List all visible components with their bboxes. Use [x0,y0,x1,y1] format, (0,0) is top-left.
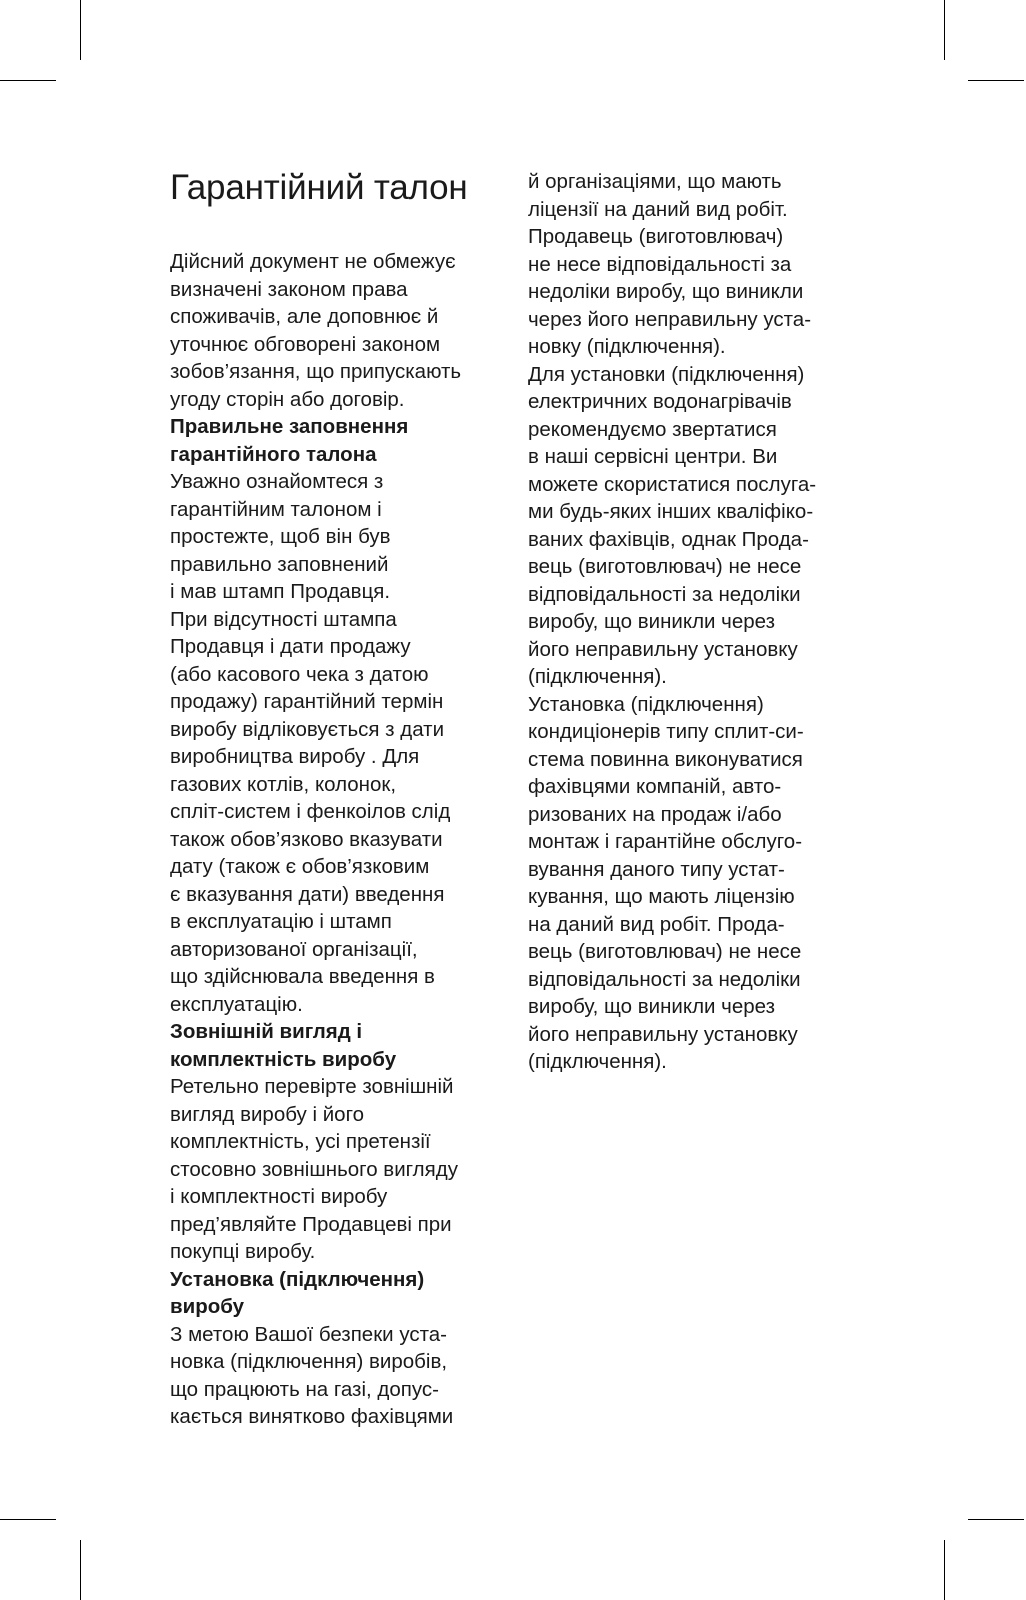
right-column-text [528,168,858,1076]
left-heading-line: Установка (підключення) [170,1267,425,1291]
right-text-line: стема повинна виконуватися [528,747,803,771]
right-text-line: монтаж і гарантійне обслуго- [528,830,803,853]
right-text-line: можете скористатися послуга- [528,472,817,496]
left-text-line: Ретельно перевірте зовнішній [170,1075,454,1098]
crop-mark-bottom-left-horizontal [0,1519,56,1520]
left-column [170,168,500,1431]
right-text-line: кондиціонерів типу сплит-си- [528,720,804,743]
left-heading-line: Зовнішній вигляд і [170,1020,363,1043]
right-text-line: через його неправильну уста- [528,307,812,331]
left-text-line: гарантійним талоном і [170,497,382,521]
crop-mark-bottom-right-horizontal [968,1519,1024,1520]
left-text-line: простежте, щоб він був [170,525,391,548]
right-text-line: ліцензії на даний вид робіт. [528,197,788,221]
right-text-line: його неправильну установку [528,1022,798,1046]
left-text-line: стосовно зовнішнього вигляду [170,1157,458,1181]
left-text-line: що працюють на газі, допус- [170,1377,439,1401]
left-text-line: продажу) гарантійний термін [170,690,444,713]
left-text-line: уточнює обговорені законом [170,332,441,356]
right-text-line: виробу, що виникли через [528,995,776,1018]
left-text-line: дату (також є обов’язковим [170,855,430,878]
right-text-line: фахівцями компаній, авто- [528,775,782,798]
right-text-line: ми будь-яких інших кваліфіко- [528,500,814,523]
left-text-line: угоду сторін або договір. [170,387,405,411]
left-text-line: що здійснювала введення в [170,965,435,988]
left-text-line: Дійсний документ не обмежує [170,250,456,273]
right-text-line: ризованих на продаж і/або [528,802,782,826]
left-text-line: зобов’язання, що припускають [170,360,462,383]
right-text-line: ваних фахівців, однак Прода- [528,527,809,551]
right-column [528,168,858,1076]
right-text-line: не несе відповідальності за [528,252,792,276]
crop-mark-top-left-horizontal [0,80,56,81]
right-text-line: кування, що мають ліцензію [528,885,795,908]
right-text-line: вування даного типу устат- [528,857,785,881]
left-text-line: При відсутності штампа [170,607,397,631]
left-text-line: в експлуатацію і штамп [170,910,392,933]
left-heading-line: комплектність виробу [170,1047,397,1071]
right-text-line: його неправильну установку [528,637,798,661]
right-text-line: (підключення). [528,1050,667,1073]
right-text-line: вець (виготовлювач) не несе [528,555,802,578]
left-text-line: спліт-систем і фенкоілов слід [170,800,451,823]
left-heading-line: гарантійного талона [170,442,377,466]
left-text-line: виробу відліковується з дати [170,717,445,741]
right-text-line: новку (підключення). [528,335,726,358]
left-heading-line: Правильне заповнення [170,415,409,438]
left-text-line: газових котлів, колонок, [170,772,397,796]
crop-mark-bottom-left-vertical [80,1540,81,1600]
right-text-line: (підключення). [528,665,667,688]
left-text-line: вигляд виробу і його [170,1102,364,1126]
left-text-line: (або касового чека з датою [170,662,429,686]
left-text-line: правильно заповнений [170,552,389,576]
right-text-line: відповідальності за недоліки [528,967,801,991]
right-text-line: й організаціями, що мають [528,170,782,193]
right-text-line: Установка (підключення) [528,692,764,716]
right-text-line: в наші сервісні центри. Ви [528,445,778,468]
left-text-line: Уважно ознайомтеся з [170,470,384,493]
right-text-line: рекомендуємо звертатися [528,417,777,441]
left-text-line: споживачів, але доповнює й [170,305,439,328]
left-text-line: З метою Вашої безпеки уста- [170,1322,447,1346]
right-text-line: електричних водонагрівачів [528,390,792,413]
right-text-line: виробу, що виникли через [528,610,776,633]
left-text-line: експлуатацію. [170,992,303,1016]
left-text-line: авторизованої організації, [170,937,418,961]
right-text-line: Продавець (виготовлювач) [528,225,784,248]
left-text-line: виробництва виробу . Для [170,745,420,768]
right-text-line: на даний вид робіт. Прода- [528,912,785,936]
left-text-line: є вказування дати) введення [170,882,445,906]
left-text-line: комплектність, усі претензії [170,1130,431,1153]
crop-mark-top-right-vertical [944,0,945,60]
left-text-line: і комплектності виробу [170,1185,388,1208]
crop-mark-bottom-right-vertical [944,1540,945,1600]
left-text-line: також обов’язково вказувати [170,827,443,851]
left-text-line: і мав штамп Продавця. [170,580,391,603]
left-text-line: пред’являйте Продавцеві при [170,1212,452,1236]
right-text-line: відповідальності за недоліки [528,582,801,606]
right-text-line: вець (виготовлювач) не несе [528,940,802,963]
left-text-line: визначені законом права [170,277,408,301]
left-heading-line: виробу [170,1295,245,1318]
crop-mark-top-left-vertical [80,0,81,60]
crop-mark-top-right-horizontal [968,80,1024,81]
page-title: Гарантійний талон [170,168,468,207]
right-text-line: Для установки (підключення) [528,362,805,386]
left-text-line: новка (підключення) виробів, [170,1350,448,1373]
left-column-text [170,248,500,1431]
left-text-line: покупці виробу. [170,1240,316,1263]
right-text-line: недоліки виробу, що виникли [528,280,804,303]
left-text-line: Продавця і дати продажу [170,635,411,658]
left-text-line: кається винятково фахівцями [170,1405,454,1428]
